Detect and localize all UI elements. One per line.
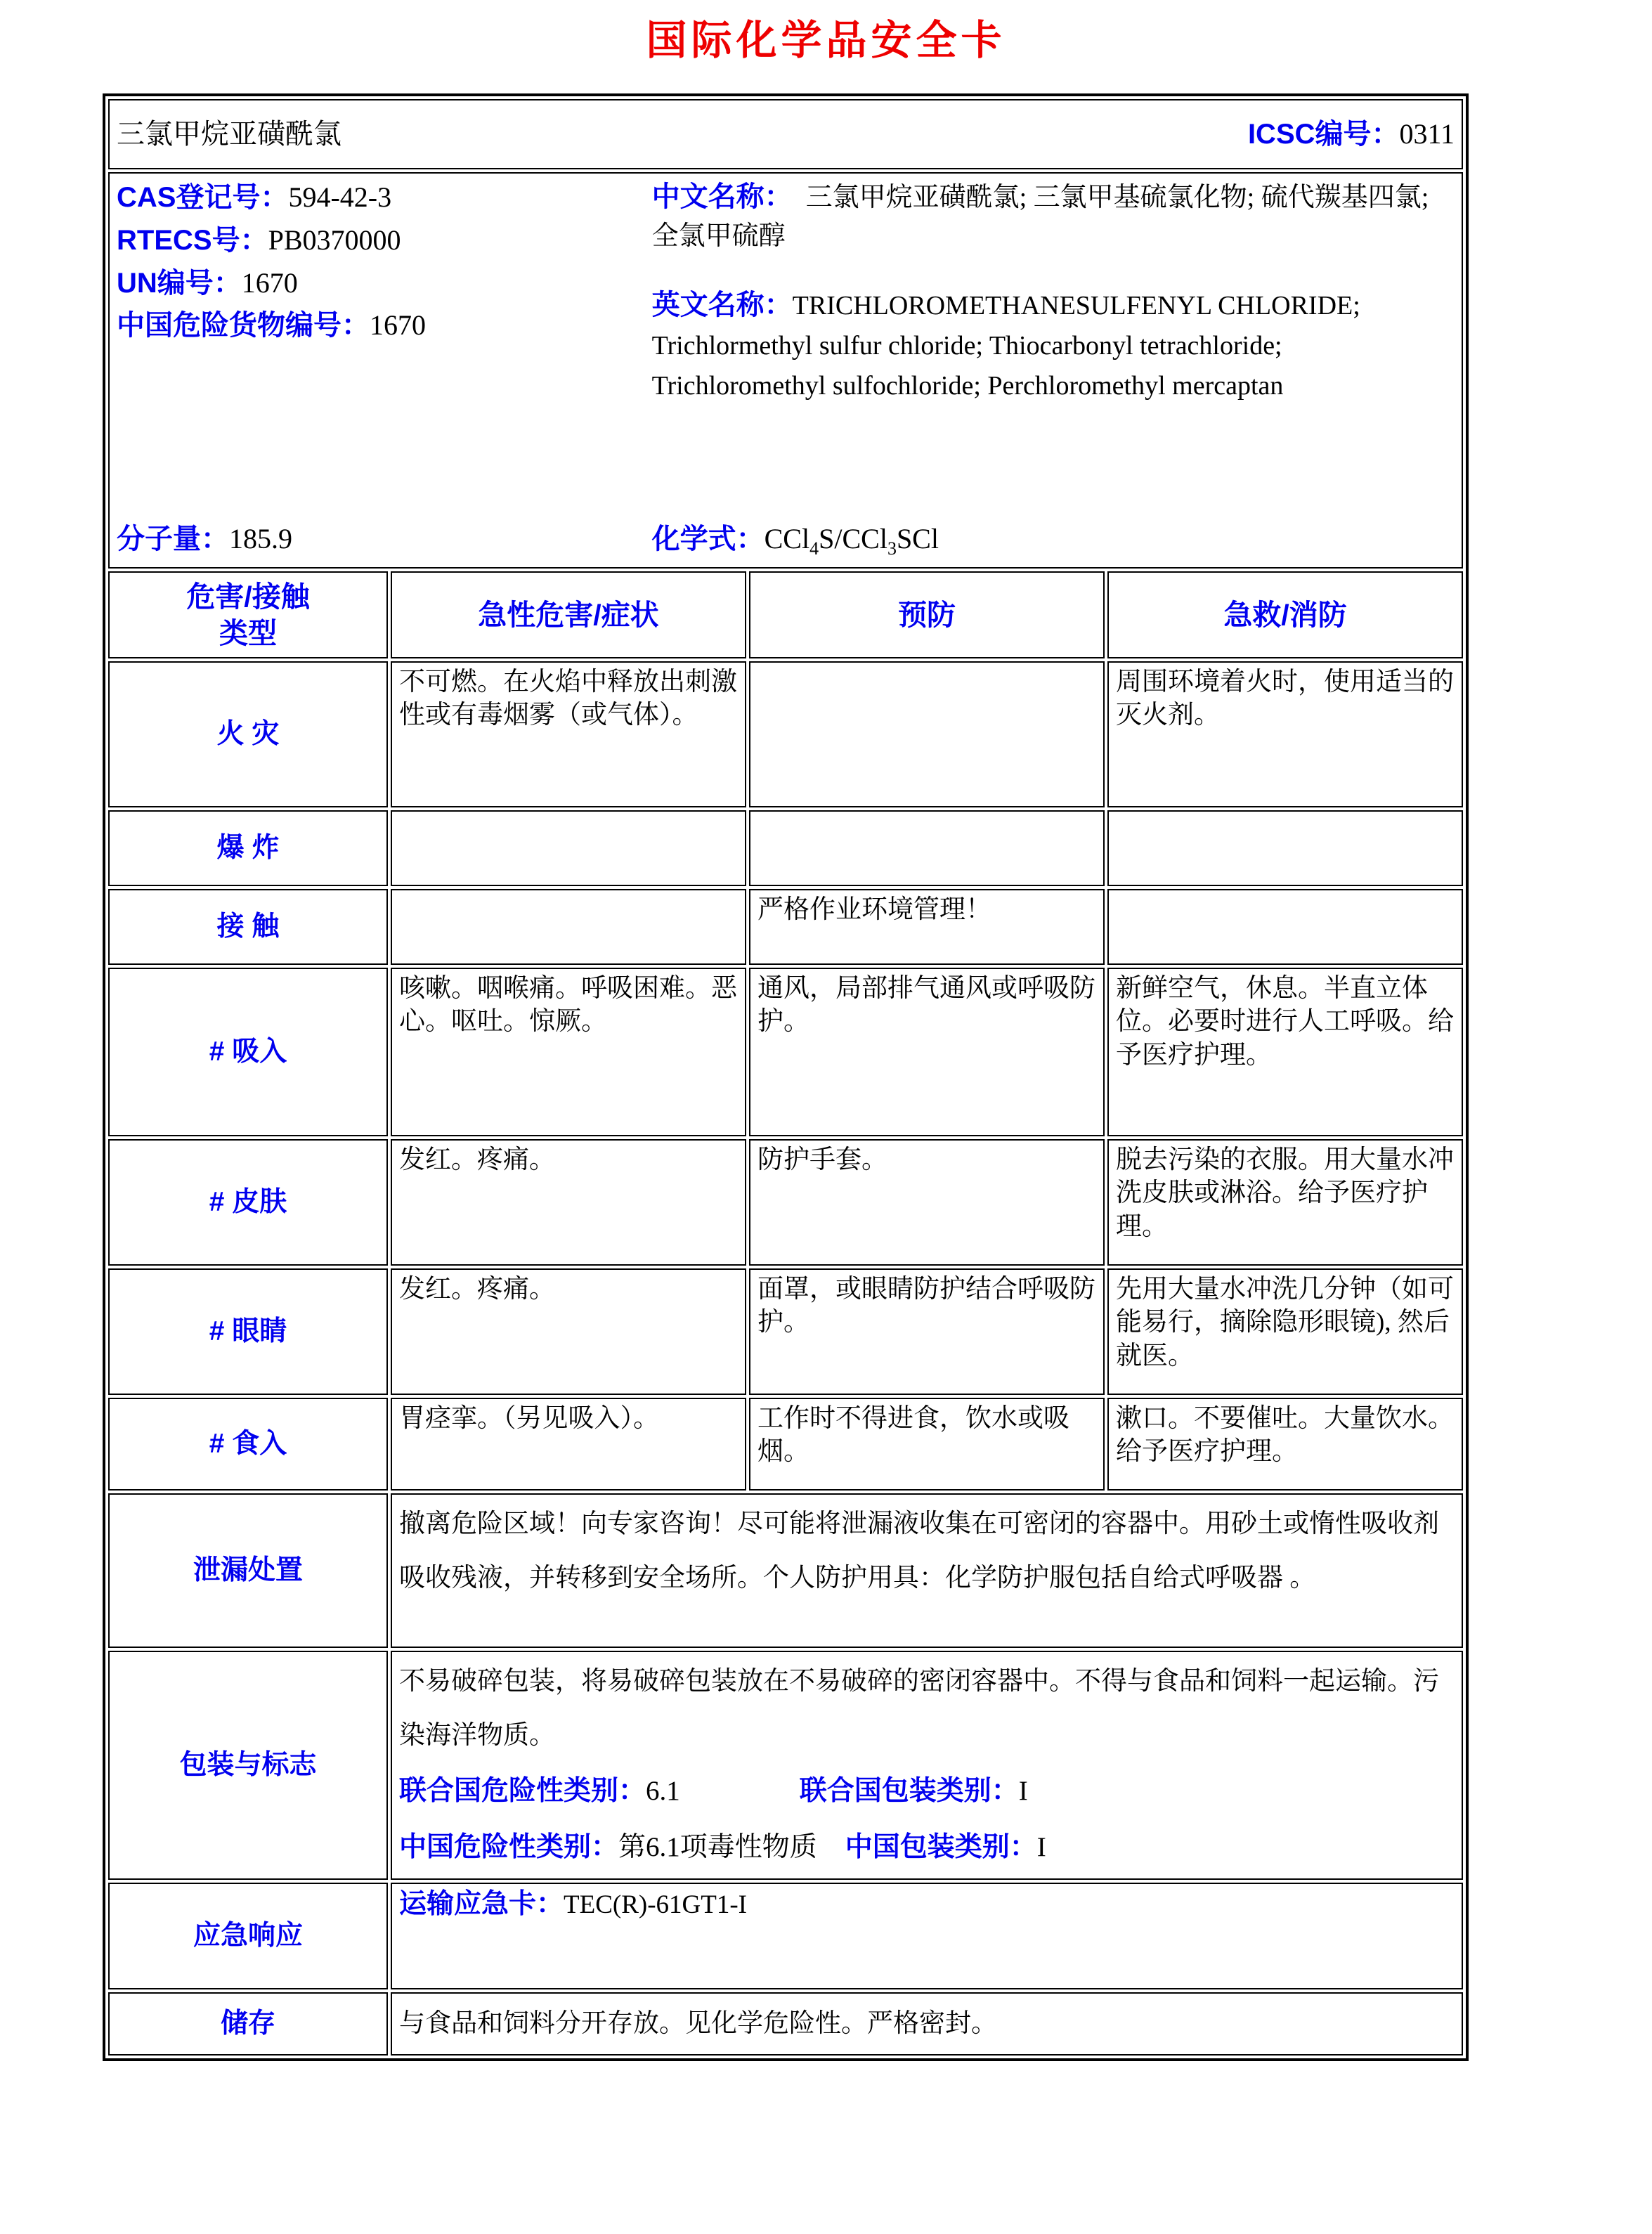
- packaging-cell: [391, 1651, 1463, 1880]
- cas-value: 594-42-3: [288, 181, 392, 213]
- identifiers-layout: [117, 176, 1455, 564]
- cn-dg-line: [117, 304, 652, 347]
- rtecs-label: RTECS号：: [117, 224, 268, 256]
- formula-part2: S/CCl: [819, 522, 887, 554]
- explosion-firstaid: [1107, 810, 1463, 886]
- un-pack-label: 联合国包装类别：: [799, 1775, 1019, 1806]
- hazard-row-fire: [108, 661, 1463, 807]
- cn-class-value: 第6.1项毒性物质: [618, 1831, 817, 1862]
- exposure-firstaid: [1107, 889, 1463, 965]
- row-label-inhalation: # 吸入: [108, 968, 388, 1136]
- chemical-name: 三氯甲烷亚磺酰氯: [117, 118, 342, 150]
- page-title: 国际化学品安全卡: [646, 16, 1006, 64]
- row-label-ingestion: # 食入: [108, 1398, 388, 1491]
- fire-prevention: [749, 661, 1105, 807]
- mw-formula-line: [117, 521, 1455, 564]
- ingestion-firstaid: 漱口。不要催吐。大量饮水。给予医疗护理。: [1107, 1398, 1463, 1491]
- molecular-weight-value: 185.9: [229, 522, 292, 554]
- eyes-prevention: 面罩，或眼睛防护结合呼吸防护。: [749, 1268, 1105, 1395]
- explosion-prevention: [749, 810, 1105, 886]
- cn-class-line: [399, 1819, 1455, 1876]
- hazard-row-eyes: [108, 1268, 1463, 1395]
- formula-group: [652, 521, 939, 560]
- rtecs-line: [117, 219, 652, 262]
- formula-label: 化学式：: [651, 523, 765, 554]
- fire-firstaid: 周围环境着火时，使用适当的灭火剂。: [1107, 661, 1463, 807]
- inhalation-firstaid: 新鲜空气，休息。半直立体位。必要时进行人工呼吸。给予医疗护理。: [1107, 968, 1463, 1136]
- identifiers-columns: [117, 176, 1455, 521]
- icsc-label: ICSC编号：: [1247, 118, 1400, 150]
- eyes-firstaid: 先用大量水冲洗几分钟（如可能易行，摘除隐形眼镜), 然后就医。: [1107, 1268, 1463, 1395]
- title-cell: [108, 99, 1463, 169]
- hazard-row-exposure: [108, 889, 1463, 965]
- un-line: [117, 262, 652, 305]
- formula-sub2: 3: [887, 538, 897, 559]
- icsc-number: 0311: [1399, 117, 1455, 150]
- cn-dg-label: 中国危险货物编号：: [117, 310, 370, 342]
- formula-sub1: 4: [809, 538, 819, 559]
- row-label-eyes: # 眼睛: [108, 1268, 388, 1395]
- header-firstaid: 急救/消防: [1107, 571, 1463, 658]
- emergency-cell: [391, 1883, 1463, 1989]
- row-label-storage: 储存: [108, 1992, 388, 2056]
- molecular-weight-group: [117, 521, 652, 560]
- english-name-label: 英文名称：: [651, 290, 793, 321]
- packaging-text: 不易破碎包装，将易破碎包装放在不易破碎的密闭容器中。不得与食品和饲料一起运输。污染海洋物质。: [399, 1667, 1439, 1750]
- header-prevention: 预防: [749, 571, 1105, 658]
- hazard-row-ingestion: [108, 1398, 1463, 1491]
- inhalation-prevention: 通风，局部排气通风或呼吸防护。: [749, 968, 1105, 1136]
- header-hazard-type: [108, 571, 388, 658]
- cas-label: CAS登记号：: [117, 182, 289, 213]
- formula-part3: SCl: [896, 522, 939, 554]
- row-label-spill: 泄漏处置: [108, 1493, 388, 1648]
- molecular-weight-label: 分子量：: [117, 523, 229, 554]
- inhalation-symptoms: 咳嗽。咽喉痛。呼吸困难。恶心。呕吐。惊厥。: [391, 968, 746, 1136]
- un-pack-value: I: [1018, 1775, 1028, 1806]
- packaging-row: [108, 1651, 1463, 1880]
- rtecs-value: PB0370000: [268, 223, 401, 256]
- identifiers-row: [108, 172, 1463, 569]
- header-symptoms: 急性危害/症状: [391, 571, 746, 658]
- hazard-row-explosion: [108, 810, 1463, 886]
- chinese-names-text: 三氯甲烷亚磺酰氯; 三氯甲基硫氯化物; 硫代羰基四氯; 全氯甲硫醇: [651, 183, 1429, 252]
- spill-row: [108, 1493, 1463, 1648]
- hazard-row-skin: [108, 1139, 1463, 1266]
- hazard-header-row: [108, 571, 1463, 658]
- row-label-emergency: 应急响应: [108, 1883, 388, 1989]
- un-label: UN编号：: [117, 267, 242, 299]
- english-names-block: [652, 284, 1455, 406]
- transport-card-value: TEC(R)-61GT1-I: [564, 1890, 748, 1919]
- row-label-explosion: 爆 炸: [108, 810, 388, 886]
- exposure-symptoms: [391, 889, 746, 965]
- registry-numbers: [117, 176, 652, 521]
- transport-card-label: 运输应急卡：: [399, 1888, 564, 1919]
- safety-card-table: [103, 93, 1469, 2061]
- un-class-line: [399, 1763, 1455, 1819]
- title-row: [108, 99, 1463, 169]
- cn-dg-value: 1670: [370, 309, 426, 342]
- cn-pack-label: 中国包装类别：: [845, 1831, 1037, 1862]
- spill-text: 撤离危险区域！向专家咨询！尽可能将泄漏液收集在可密闭的容器中。用砂土或惰性吸收剂吸收残液，并转移到安全场所。个人防护用具：化学防护服包括自给式呼吸器 。: [391, 1493, 1463, 1648]
- title-row-flex: [117, 103, 1455, 165]
- hazard-row-inhalation: [108, 968, 1463, 1136]
- ingestion-prevention: 工作时不得进食，饮水或吸烟。: [749, 1398, 1105, 1491]
- storage-text: 与食品和饲料分开存放。见化学危险性。严格密封。: [391, 1992, 1463, 2056]
- skin-symptoms: 发红。疼痛。: [391, 1139, 746, 1266]
- un-class-label: 联合国危险性类别：: [399, 1775, 646, 1806]
- row-label-skin: # 皮肤: [108, 1139, 388, 1266]
- explosion-symptoms: [391, 810, 746, 886]
- chinese-names-block: [652, 176, 1455, 256]
- emergency-row: [108, 1883, 1463, 1989]
- header-hazard-type-line2: 类型: [219, 617, 277, 649]
- eyes-symptoms: 发红。疼痛。: [391, 1268, 746, 1395]
- chemical-names: [652, 176, 1455, 521]
- skin-firstaid: 脱去污染的衣服。用大量水冲洗皮肤或淋浴。给予医疗护理。: [1107, 1139, 1463, 1266]
- header-hazard-type-line1: 危害/接触: [186, 580, 310, 613]
- chinese-name-label: 中文名称：: [651, 181, 793, 212]
- identifiers-cell: [108, 172, 1463, 569]
- exposure-prevention: 严格作业环境管理！: [749, 889, 1105, 965]
- formula-value: [764, 522, 939, 559]
- icsc-number-group: [1248, 116, 1455, 152]
- cn-pack-value: I: [1036, 1831, 1046, 1862]
- storage-row: [108, 1992, 1463, 2056]
- cn-class-label: 中国危险性类别：: [399, 1831, 619, 1862]
- row-label-packaging: 包装与标志: [108, 1651, 388, 1880]
- un-value: 1670: [241, 266, 298, 299]
- row-label-fire: 火 灾: [108, 661, 388, 807]
- cas-line: [117, 176, 652, 219]
- fire-symptoms: 不可燃。在火焰中释放出刺激性或有毒烟雾（或气体）。: [391, 661, 746, 807]
- ingestion-symptoms: 胃痉挛。（另见吸入）。: [391, 1398, 746, 1491]
- row-label-exposure: 接 触: [108, 889, 388, 965]
- skin-prevention: 防护手套。: [749, 1139, 1105, 1266]
- un-class-value: 6.1: [646, 1775, 680, 1806]
- formula-part1: CCl: [764, 522, 810, 554]
- english-names-text: TRICHLOROMETHANESULFENYL CHLORIDE; Trichlormethyl sulfur chloride; Thiocarbonyl tetrachloride; Trichloromethyl sulfochloride; Perchloromethyl mercaptan: [651, 291, 1360, 401]
